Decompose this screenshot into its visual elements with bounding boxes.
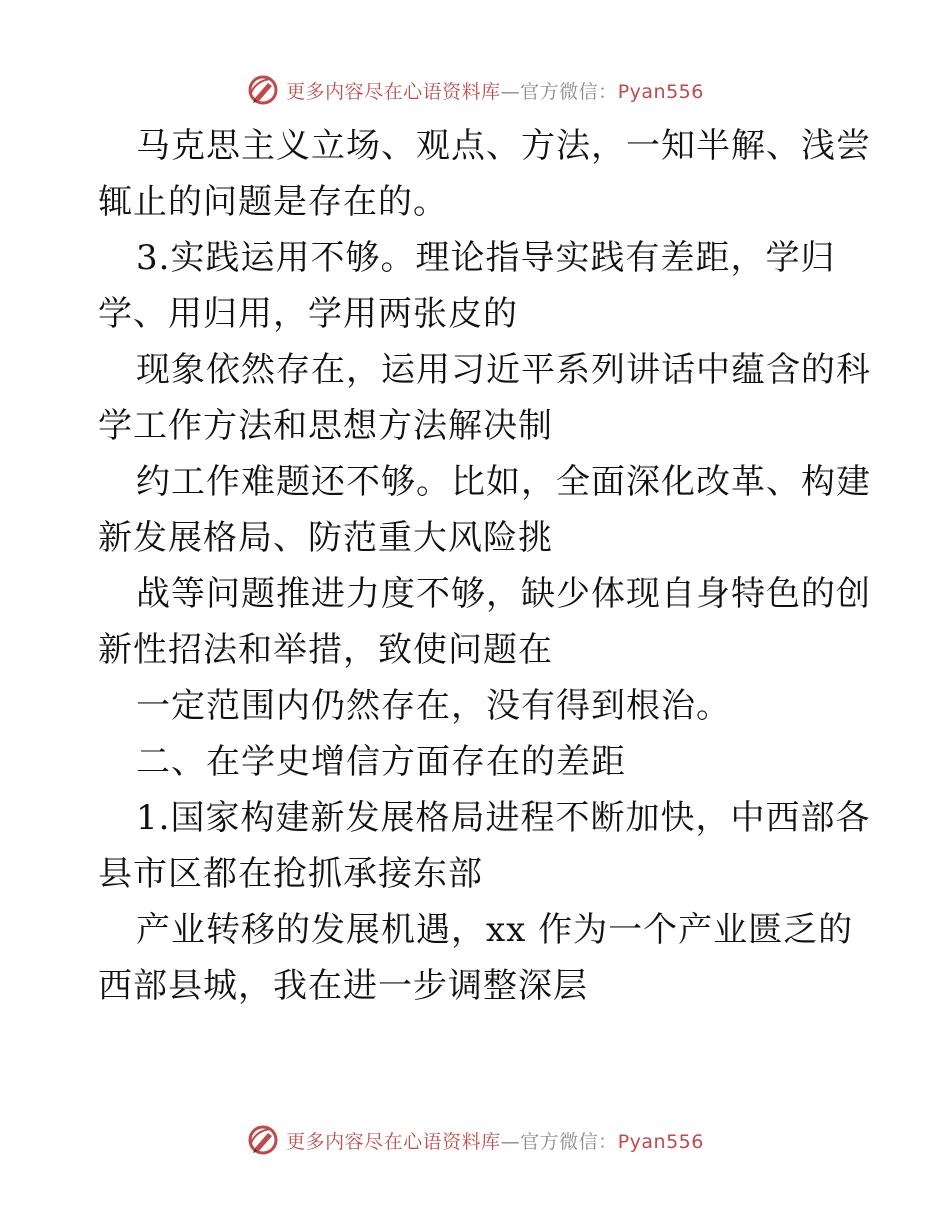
body-line: 新发展格局、防范重大风险挑 [98, 518, 553, 558]
body-line: 产业转移的发展机遇，xx 作为一个产业匮乏的 [136, 910, 854, 950]
watermark-wechat-id: Pyan556 [617, 1130, 704, 1153]
watermark-wechat-label: 官方微信： [520, 1130, 618, 1153]
watermark-separator: — [500, 80, 521, 103]
watermark-wechat-id: Pyan556 [617, 80, 704, 103]
body-line: 战等问题推进力度不够，缺少体现自身特色的创 [136, 574, 871, 614]
body-line: 1.国家构建新发展格局进程不断加快，中西部各 [136, 798, 871, 838]
body-line: 现象依然存在，运用习近平系列讲话中蕴含的科 [136, 350, 871, 390]
body-line: 马克思主义立场、观点、方法，一知半解、浅尝 [136, 126, 871, 166]
watermark-site-text: 更多内容尽在心语资料库 [286, 80, 501, 103]
section-heading: 二、在学史增信方面存在的差距 [136, 742, 626, 782]
header-watermark [0, 72, 950, 108]
watermark-site-text: 更多内容尽在心语资料库 [286, 1130, 501, 1153]
body-line: 学、用归用，学用两张皮的 [98, 294, 518, 334]
body-line: 3.实践运用不够。理论指导实践有差距，学归 [136, 238, 836, 278]
body-line: 学工作方法和思想方法解决制 [98, 406, 553, 446]
body-line: 辄止的问题是存在的。 [98, 182, 448, 222]
body-line: 县市区都在抢抓承接东部 [98, 854, 483, 894]
document-body [98, 118, 871, 1014]
body-line: 约工作难题还不够。比如，全面深化改革、构建 [136, 462, 871, 502]
body-line: 西部县城，我在进一步调整深层 [98, 966, 588, 1006]
body-line: 新性招法和举措，致使问题在 [98, 630, 553, 670]
watermark-wechat-label: 官方微信： [520, 80, 618, 103]
watermark-text [286, 77, 704, 104]
footer-watermark [0, 1122, 950, 1158]
pen-logo-icon [246, 73, 280, 107]
pen-logo-icon [246, 1123, 280, 1157]
watermark-text [286, 1127, 704, 1154]
body-line: 一定范围内仍然存在，没有得到根治。 [136, 686, 731, 726]
watermark-separator: — [500, 1130, 521, 1153]
